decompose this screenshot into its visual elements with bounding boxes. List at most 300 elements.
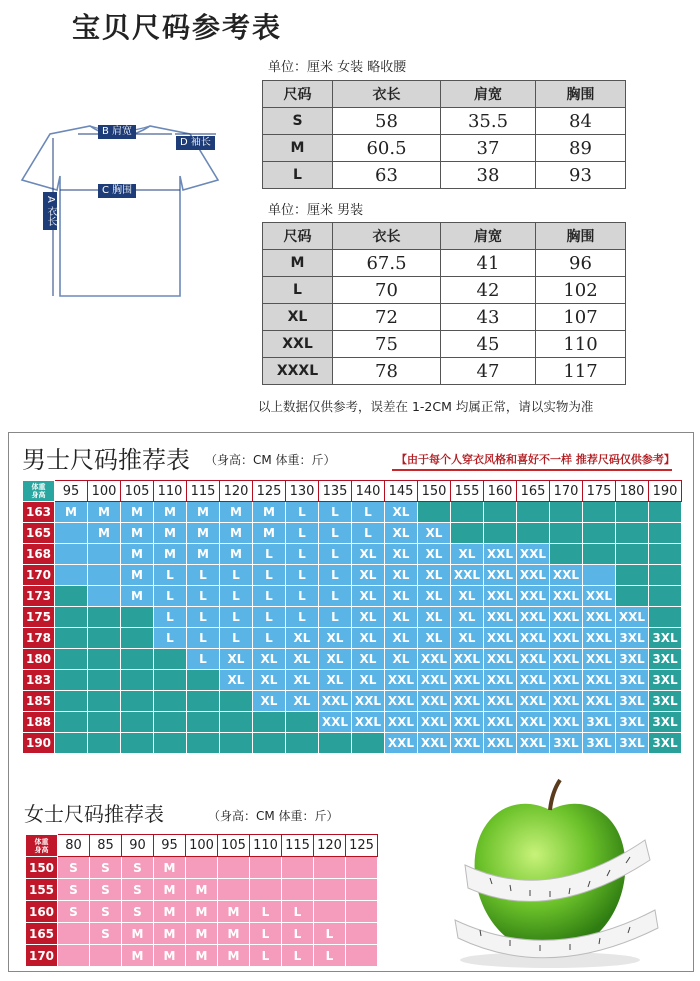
- size-cell: [218, 879, 250, 901]
- grid-row: [23, 523, 682, 544]
- value-cell: 84: [536, 108, 626, 135]
- size-cell: XXL: [451, 649, 484, 670]
- size-cell: [649, 607, 682, 628]
- weight-header-cell: 120: [220, 481, 253, 502]
- disclaimer-note: 以上数据仅供参考，误差在 1-2CM 均属正常，请以实物为准: [258, 399, 594, 414]
- size-cell: [550, 502, 583, 523]
- value-cell: 60.5: [333, 135, 441, 162]
- size-cell: [187, 670, 220, 691]
- size-cell: XL: [451, 607, 484, 628]
- size-cell: [550, 523, 583, 544]
- size-cell: L: [319, 502, 352, 523]
- size-cell: M: [220, 502, 253, 523]
- height-header-cell: 150: [26, 857, 58, 879]
- height-header-cell: 170: [23, 565, 55, 586]
- size-cell: XL: [286, 670, 319, 691]
- size-cell: M: [55, 502, 88, 523]
- size-cell: [649, 544, 682, 565]
- size-cell: M: [121, 502, 154, 523]
- weight-header-cell: 155: [451, 481, 484, 502]
- size-cell: [649, 502, 682, 523]
- size-cell: L: [263, 162, 333, 189]
- size-cell: XL: [451, 544, 484, 565]
- weight-header-cell: 85: [90, 835, 122, 857]
- size-cell: XXL: [418, 691, 451, 712]
- size-cell: [314, 901, 346, 923]
- size-cell: L: [319, 523, 352, 544]
- size-cell: XXL: [451, 733, 484, 754]
- size-cell: [346, 857, 378, 879]
- size-cell: XL: [418, 607, 451, 628]
- height-header-cell: 168: [23, 544, 55, 565]
- women-recommend-title: 女士尺码推荐表: [24, 802, 164, 826]
- size-cell: [88, 691, 121, 712]
- size-cell: XXL: [550, 649, 583, 670]
- size-cell: XXL: [583, 607, 616, 628]
- size-cell: XXL: [451, 565, 484, 586]
- table-row: [263, 250, 626, 277]
- grid-header-row: [23, 481, 682, 502]
- size-cell: XL: [253, 691, 286, 712]
- size-cell: L: [286, 586, 319, 607]
- size-cell: M: [88, 502, 121, 523]
- weight-header-cell: 125: [346, 835, 378, 857]
- size-cell: XXL: [517, 649, 550, 670]
- weight-header-cell: 140: [352, 481, 385, 502]
- size-cell: [282, 879, 314, 901]
- size-cell: [88, 712, 121, 733]
- size-cell: XXL: [616, 607, 649, 628]
- size-cell: XXL: [418, 712, 451, 733]
- weight-header-cell: 115: [187, 481, 220, 502]
- table-header-row: [263, 223, 626, 250]
- size-cell: XL: [286, 691, 319, 712]
- size-cell: XXL: [517, 607, 550, 628]
- size-cell: [346, 945, 378, 967]
- shoulder-label: B 肩宽: [98, 125, 136, 139]
- size-cell: M: [263, 135, 333, 162]
- size-cell: XL: [352, 607, 385, 628]
- size-cell: M: [154, 879, 186, 901]
- size-cell: XL: [263, 304, 333, 331]
- size-cell: L: [253, 544, 286, 565]
- value-cell: 107: [536, 304, 626, 331]
- size-cell: [484, 523, 517, 544]
- size-cell: XXL: [484, 607, 517, 628]
- grid-row: [23, 733, 682, 754]
- size-cell: [55, 565, 88, 586]
- value-cell: 110: [536, 331, 626, 358]
- height-header-cell: 188: [23, 712, 55, 733]
- size-cell: [88, 544, 121, 565]
- size-cell: M: [154, 544, 187, 565]
- size-cell: L: [250, 901, 282, 923]
- size-cell: [218, 857, 250, 879]
- weight-header-cell: 130: [286, 481, 319, 502]
- size-cell: [55, 649, 88, 670]
- size-cell: [616, 502, 649, 523]
- size-cell: XXL: [385, 712, 418, 733]
- size-cell: L: [286, 502, 319, 523]
- table-row: [263, 358, 626, 385]
- size-cell: XL: [451, 628, 484, 649]
- size-cell: S: [90, 857, 122, 879]
- size-cell: [583, 544, 616, 565]
- size-cell: XXL: [550, 628, 583, 649]
- size-cell: XXL: [517, 733, 550, 754]
- weight-header-cell: 170: [550, 481, 583, 502]
- size-cell: S: [58, 857, 90, 879]
- size-cell: 3XL: [616, 712, 649, 733]
- table-row: [263, 135, 626, 162]
- value-cell: 67.5: [333, 250, 441, 277]
- weight-header-cell: 180: [616, 481, 649, 502]
- table-row: [263, 331, 626, 358]
- table-row: [263, 304, 626, 331]
- weight-header-cell: 115: [282, 835, 314, 857]
- size-cell: XXL: [517, 712, 550, 733]
- value-cell: 70: [333, 277, 441, 304]
- size-cell: 3XL: [616, 628, 649, 649]
- size-cell: [346, 879, 378, 901]
- size-cell: [154, 670, 187, 691]
- height-header-cell: 175: [23, 607, 55, 628]
- size-cell: L: [250, 945, 282, 967]
- table-row: [263, 277, 626, 304]
- grid-row: [26, 857, 378, 879]
- size-cell: L: [154, 628, 187, 649]
- height-header-cell: 185: [23, 691, 55, 712]
- women-recommend-subtitle: （身高：CM 体重：斤）: [208, 809, 339, 823]
- weight-header-cell: 160: [484, 481, 517, 502]
- size-cell: L: [286, 544, 319, 565]
- height-header-cell: 155: [26, 879, 58, 901]
- size-cell: XL: [418, 565, 451, 586]
- size-cell: M: [154, 502, 187, 523]
- size-cell: [55, 670, 88, 691]
- size-cell: XXL: [352, 712, 385, 733]
- size-cell: M: [220, 544, 253, 565]
- size-cell: M: [121, 565, 154, 586]
- height-header-cell: 190: [23, 733, 55, 754]
- size-cell: [583, 502, 616, 523]
- length-label: A 衣长: [43, 192, 57, 230]
- men-size-grid: [22, 480, 682, 754]
- size-cell: [346, 923, 378, 945]
- size-cell: XXL: [385, 733, 418, 754]
- size-cell: XXL: [583, 586, 616, 607]
- header-cell: 衣长: [333, 81, 441, 108]
- size-cell: XL: [385, 649, 418, 670]
- height-header-cell: 183: [23, 670, 55, 691]
- value-cell: 117: [536, 358, 626, 385]
- grid-row: [23, 502, 682, 523]
- page-title: 宝贝尺码参考表: [72, 11, 283, 44]
- size-cell: M: [187, 523, 220, 544]
- corner-weight-label: 体重: [34, 837, 49, 846]
- size-cell: [58, 923, 90, 945]
- apple-measuring-tape-icon: [440, 770, 670, 970]
- size-cell: XL: [385, 502, 418, 523]
- size-cell: [121, 670, 154, 691]
- weight-header-cell: 80: [58, 835, 90, 857]
- header-cell: 尺码: [263, 223, 333, 250]
- size-cell: 3XL: [616, 733, 649, 754]
- size-cell: M: [154, 901, 186, 923]
- size-cell: XXL: [517, 628, 550, 649]
- size-cell: L: [187, 565, 220, 586]
- size-cell: [55, 733, 88, 754]
- size-cell: S: [90, 901, 122, 923]
- size-cell: XL: [352, 649, 385, 670]
- value-cell: 58: [333, 108, 441, 135]
- size-cell: L: [314, 945, 346, 967]
- size-cell: S: [122, 857, 154, 879]
- value-cell: 38: [441, 162, 536, 189]
- size-cell: XXL: [484, 628, 517, 649]
- size-cell: [346, 901, 378, 923]
- women-size-grid: [25, 834, 378, 967]
- value-cell: 72: [333, 304, 441, 331]
- size-cell: XXL: [484, 544, 517, 565]
- value-cell: 41: [441, 250, 536, 277]
- size-cell: 3XL: [583, 712, 616, 733]
- size-cell: [88, 670, 121, 691]
- size-cell: [616, 586, 649, 607]
- table-row: [263, 162, 626, 189]
- size-cell: [616, 565, 649, 586]
- height-header-cell: 165: [26, 923, 58, 945]
- shirt-diagram: [20, 118, 225, 303]
- size-cell: XL: [385, 607, 418, 628]
- height-header-cell: 160: [26, 901, 58, 923]
- size-cell: L: [282, 923, 314, 945]
- size-cell: [418, 502, 451, 523]
- size-cell: [121, 649, 154, 670]
- size-cell: M: [186, 945, 218, 967]
- size-cell: M: [186, 923, 218, 945]
- size-cell: XXL: [583, 649, 616, 670]
- grid-row: [23, 586, 682, 607]
- size-cell: L: [220, 628, 253, 649]
- women-unit-label: 单位：厘米 女装 略收腰: [268, 60, 407, 75]
- size-cell: M: [187, 502, 220, 523]
- size-cell: [517, 502, 550, 523]
- value-cell: 102: [536, 277, 626, 304]
- grid-row: [23, 670, 682, 691]
- size-cell: [616, 544, 649, 565]
- size-cell: [154, 691, 187, 712]
- size-cell: [649, 523, 682, 544]
- weight-header-cell: 135: [319, 481, 352, 502]
- size-cell: XXL: [263, 331, 333, 358]
- men-recommend-note: 【由于每个人穿衣风格和喜好不一样 推荐尺码仅供参考】: [396, 453, 675, 466]
- height-header-cell: 178: [23, 628, 55, 649]
- size-cell: XXL: [484, 691, 517, 712]
- size-cell: L: [286, 607, 319, 628]
- size-cell: [121, 691, 154, 712]
- value-cell: 89: [536, 135, 626, 162]
- size-cell: XL: [385, 523, 418, 544]
- size-cell: [121, 628, 154, 649]
- size-cell: S: [90, 879, 122, 901]
- size-cell: 3XL: [616, 691, 649, 712]
- grid-row: [26, 945, 378, 967]
- size-cell: L: [286, 523, 319, 544]
- grid-corner: [26, 835, 58, 857]
- size-cell: [88, 628, 121, 649]
- size-cell: XL: [352, 586, 385, 607]
- size-cell: S: [122, 879, 154, 901]
- size-cell: M: [218, 923, 250, 945]
- size-cell: M: [187, 544, 220, 565]
- weight-header-cell: 145: [385, 481, 418, 502]
- size-cell: L: [154, 586, 187, 607]
- value-cell: 63: [333, 162, 441, 189]
- header-cell: 肩宽: [441, 81, 536, 108]
- size-cell: XL: [352, 544, 385, 565]
- size-cell: [250, 879, 282, 901]
- size-cell: XL: [385, 628, 418, 649]
- size-cell: XXL: [352, 691, 385, 712]
- men-spec-table: [262, 222, 626, 385]
- size-cell: [55, 607, 88, 628]
- weight-header-cell: 150: [418, 481, 451, 502]
- weight-header-cell: 175: [583, 481, 616, 502]
- weight-header-cell: 125: [253, 481, 286, 502]
- header-cell: 肩宽: [441, 223, 536, 250]
- size-cell: XL: [385, 586, 418, 607]
- size-cell: [55, 586, 88, 607]
- height-header-cell: 180: [23, 649, 55, 670]
- height-header-cell: 165: [23, 523, 55, 544]
- size-cell: [517, 523, 550, 544]
- size-cell: [583, 523, 616, 544]
- size-cell: [314, 857, 346, 879]
- grid-row: [23, 691, 682, 712]
- size-cell: L: [286, 565, 319, 586]
- size-cell: M: [154, 923, 186, 945]
- size-cell: [220, 691, 253, 712]
- weight-header-cell: 110: [154, 481, 187, 502]
- size-cell: XXL: [385, 691, 418, 712]
- size-cell: XL: [220, 649, 253, 670]
- value-cell: 35.5: [441, 108, 536, 135]
- sleeve-label: D 袖长: [176, 136, 215, 150]
- size-cell: XL: [418, 586, 451, 607]
- weight-header-cell: 95: [154, 835, 186, 857]
- size-cell: S: [58, 879, 90, 901]
- header-cell: 胸围: [536, 81, 626, 108]
- size-cell: [314, 879, 346, 901]
- size-cell: L: [253, 565, 286, 586]
- weight-header-cell: 100: [88, 481, 121, 502]
- size-cell: [286, 712, 319, 733]
- grid-corner: [23, 481, 55, 502]
- grid-row: [23, 712, 682, 733]
- value-cell: 37: [441, 135, 536, 162]
- size-cell: L: [253, 607, 286, 628]
- size-cell: M: [121, 544, 154, 565]
- size-cell: XL: [418, 544, 451, 565]
- size-cell: XL: [385, 565, 418, 586]
- corner-height-label: 身高: [31, 491, 46, 499]
- size-cell: XL: [451, 586, 484, 607]
- size-cell: XXL: [451, 691, 484, 712]
- grid-row: [23, 628, 682, 649]
- size-cell: L: [250, 923, 282, 945]
- size-cell: S: [90, 923, 122, 945]
- size-cell: [121, 607, 154, 628]
- size-cell: XXL: [583, 670, 616, 691]
- weight-header-cell: 105: [121, 481, 154, 502]
- size-cell: 3XL: [649, 691, 682, 712]
- size-cell: M: [154, 945, 186, 967]
- size-cell: S: [58, 901, 90, 923]
- size-cell: L: [352, 523, 385, 544]
- size-cell: [220, 733, 253, 754]
- size-cell: L: [352, 502, 385, 523]
- size-cell: L: [263, 277, 333, 304]
- size-cell: [583, 565, 616, 586]
- men-recommend-subtitle: （身高：CM 体重：斤）: [205, 453, 336, 467]
- chest-label: C 胸围: [98, 184, 136, 198]
- size-cell: M: [253, 502, 286, 523]
- size-cell: L: [319, 607, 352, 628]
- size-cell: XXL: [418, 733, 451, 754]
- value-cell: 78: [333, 358, 441, 385]
- weight-header-cell: 105: [218, 835, 250, 857]
- height-header-cell: 170: [26, 945, 58, 967]
- weight-header-cell: 95: [55, 481, 88, 502]
- size-cell: XXL: [550, 670, 583, 691]
- size-cell: [154, 649, 187, 670]
- size-cell: S: [263, 108, 333, 135]
- size-cell: M: [263, 250, 333, 277]
- size-cell: 3XL: [583, 733, 616, 754]
- size-cell: L: [319, 586, 352, 607]
- size-cell: L: [282, 945, 314, 967]
- grid-header-row: [26, 835, 378, 857]
- size-cell: XXL: [484, 733, 517, 754]
- size-cell: 3XL: [616, 649, 649, 670]
- size-cell: XL: [352, 628, 385, 649]
- size-cell: 3XL: [649, 649, 682, 670]
- size-cell: [88, 586, 121, 607]
- header-cell: 衣长: [333, 223, 441, 250]
- size-cell: M: [218, 901, 250, 923]
- size-cell: XXL: [484, 649, 517, 670]
- size-cell: [253, 733, 286, 754]
- size-cell: L: [253, 628, 286, 649]
- size-cell: L: [220, 586, 253, 607]
- size-cell: XXL: [418, 670, 451, 691]
- value-cell: 43: [441, 304, 536, 331]
- corner-height-label: 身高: [34, 845, 49, 854]
- grid-row: [23, 544, 682, 565]
- size-cell: [187, 712, 220, 733]
- size-cell: XL: [418, 523, 451, 544]
- size-cell: 3XL: [649, 670, 682, 691]
- size-cell: XL: [286, 628, 319, 649]
- size-cell: 3XL: [649, 628, 682, 649]
- size-cell: XXL: [484, 565, 517, 586]
- size-cell: 3XL: [616, 670, 649, 691]
- header-cell: 胸围: [536, 223, 626, 250]
- weight-header-cell: 110: [250, 835, 282, 857]
- table-header-row: [263, 81, 626, 108]
- size-cell: XXL: [550, 565, 583, 586]
